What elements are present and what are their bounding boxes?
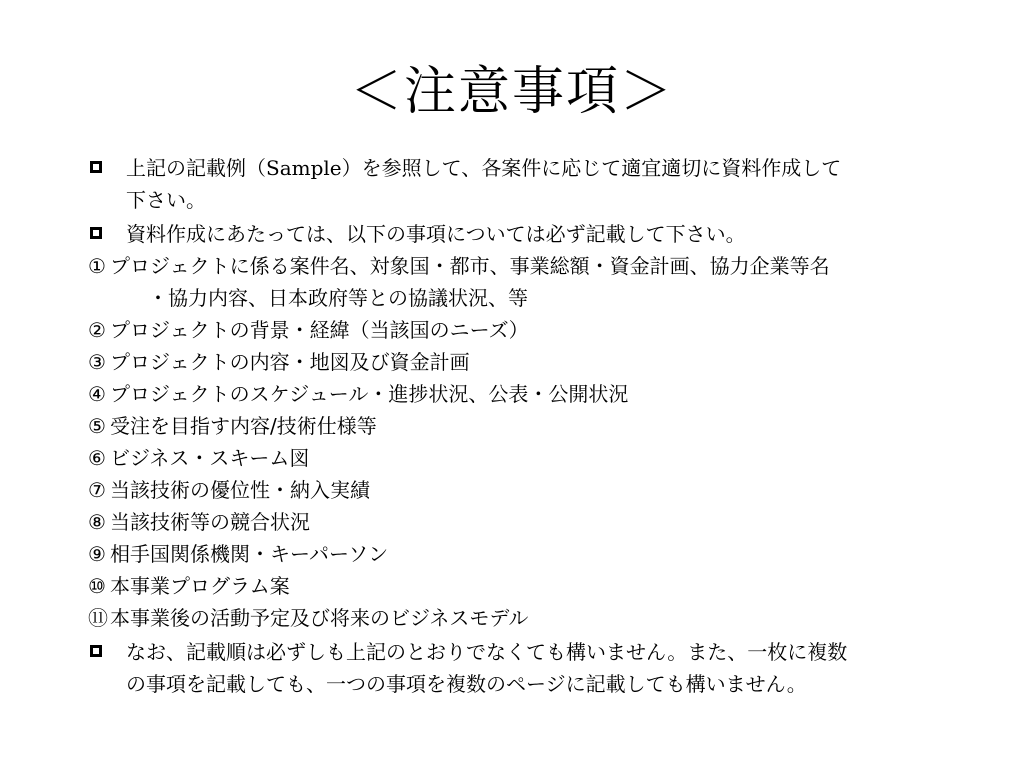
item-number: ⑦ bbox=[88, 478, 106, 502]
item-text: 相手国関係機関・キーパーソン bbox=[110, 542, 389, 566]
square-bullet-icon bbox=[90, 645, 102, 657]
numbered-item-6 bbox=[88, 442, 958, 474]
sample-keyword: Sample bbox=[266, 156, 342, 180]
bullet-text-continuation: の事項を記載しても、一つの事項を複数のページに記載しても構いません。 bbox=[126, 672, 807, 696]
item-number: ⑩ bbox=[88, 574, 106, 598]
item-number: ② bbox=[88, 318, 106, 342]
item-number: ① bbox=[88, 254, 106, 278]
notes-content bbox=[88, 152, 958, 700]
bullet-text-part: 上記の記載例（ bbox=[126, 156, 266, 180]
bullet-text: なお、記載順は必ずしも上記のとおりでなくても構いません。また、一枚に複数 bbox=[126, 640, 848, 664]
numbered-item-1 bbox=[88, 250, 958, 314]
item-text: プロジェクトに係る案件名、対象国・都市、事業総額・資金計画、協力企業等名 bbox=[110, 254, 830, 278]
numbered-item-11 bbox=[88, 602, 958, 634]
item-text: 受注を目指す内容/技術仕様等 bbox=[110, 414, 377, 438]
bullet-item-sample-reference bbox=[88, 152, 958, 216]
page-title: ＜注意事項＞ bbox=[349, 62, 674, 122]
square-bullet-icon bbox=[90, 161, 102, 173]
numbered-item-9 bbox=[88, 538, 958, 570]
bullet-text: 資料作成にあたっては、以下の事項については必ず記載して下さい。 bbox=[126, 222, 746, 246]
item-number: ⑤ bbox=[88, 414, 106, 438]
numbered-item-7 bbox=[88, 474, 958, 506]
bullet-text-continuation: 下さい。 bbox=[126, 188, 206, 212]
item-text-continuation: ・協力内容、日本政府等との協議状況、等 bbox=[148, 286, 528, 310]
numbered-item-5 bbox=[88, 410, 958, 442]
square-bullet-icon bbox=[90, 227, 102, 239]
numbered-item-10 bbox=[88, 570, 958, 602]
item-text: ビジネス・スキーム図 bbox=[110, 446, 310, 470]
numbered-item-3 bbox=[88, 346, 958, 378]
item-text: プロジェクトのスケジュール・進捗状況、公表・公開状況 bbox=[110, 382, 629, 406]
numbered-item-2 bbox=[88, 314, 958, 346]
bullet-text-part: ）を参照して、各案件に応じて適宜適切に資料作成して bbox=[341, 156, 842, 180]
item-number: ③ bbox=[88, 350, 106, 374]
item-text: 当該技術の優位性・納入実績 bbox=[110, 478, 370, 502]
bullet-item-order-note bbox=[88, 636, 958, 700]
item-text: プロジェクトの内容・地図及び資金計画 bbox=[110, 350, 470, 374]
bullet-item-required-items bbox=[88, 218, 958, 250]
item-number: ⑨ bbox=[88, 542, 106, 566]
item-text: 本事業後の活動予定及び将来のビジネスモデル bbox=[110, 606, 529, 630]
numbered-item-8 bbox=[88, 506, 958, 538]
item-text: 当該技術等の競合状況 bbox=[110, 510, 310, 534]
numbered-item-4 bbox=[88, 378, 958, 410]
item-number: ④ bbox=[88, 382, 106, 406]
item-number: ⑥ bbox=[88, 446, 106, 470]
item-number: ⑪ bbox=[88, 606, 108, 630]
item-text: プロジェクトの背景・経緯（当該国のニーズ） bbox=[110, 318, 529, 342]
item-text: 本事業プログラム案 bbox=[110, 574, 290, 598]
item-number: ⑧ bbox=[88, 510, 106, 534]
